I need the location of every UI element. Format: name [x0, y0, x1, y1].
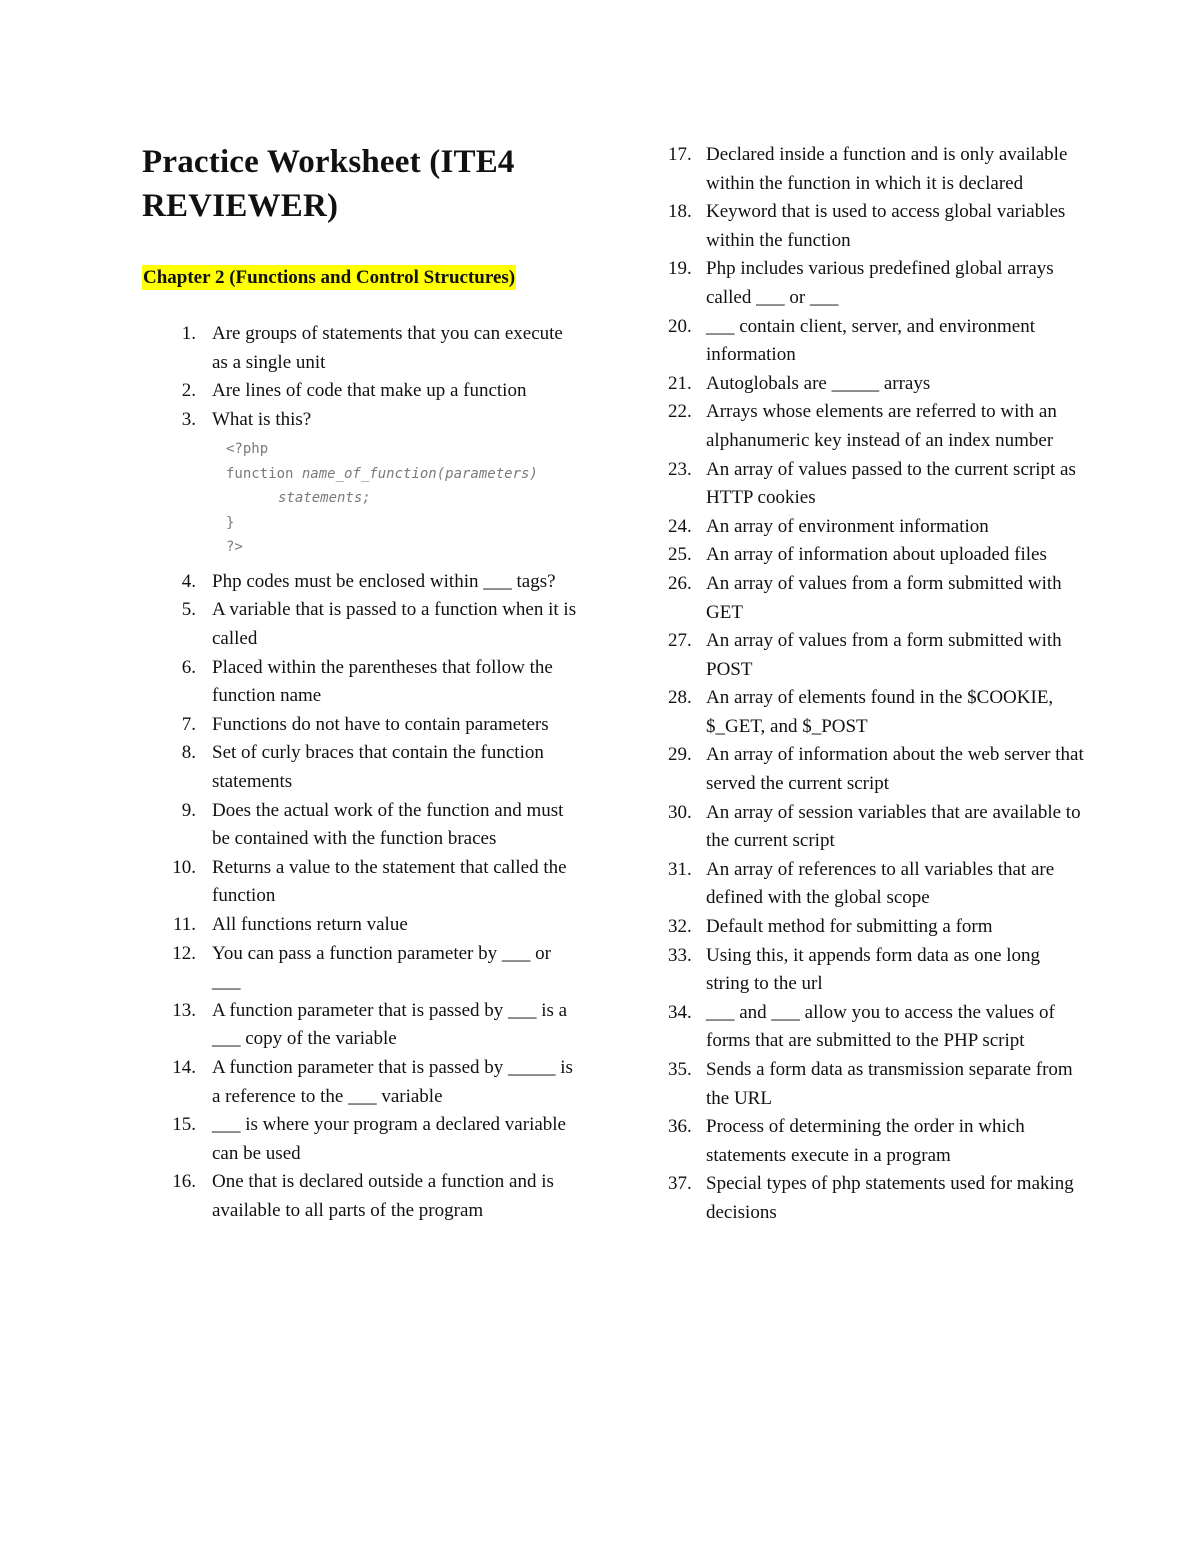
- question-number: 24.: [668, 515, 692, 537]
- question-number: 37.: [668, 1173, 692, 1195]
- question-item: [142, 568, 582, 597]
- question-number: 9.: [181, 799, 196, 821]
- question-item: [666, 513, 1086, 542]
- question-number: 10.: [172, 856, 196, 878]
- question-number: 22.: [668, 401, 692, 423]
- question-item: [142, 739, 582, 796]
- question-text: You can pass a function parameter by ___ or ___: [212, 942, 551, 993]
- question-item: [666, 1170, 1086, 1227]
- question-text: Arrays whose elements are referred to with an alphanumeric key instead of an index number: [706, 401, 1057, 451]
- question-text: Php includes various predefined global arrays called ___ or ___: [706, 258, 1054, 308]
- question-item: [666, 255, 1086, 312]
- question-list-right: [666, 141, 1086, 1228]
- question-number: 20.: [668, 315, 692, 337]
- chapter-heading: [142, 266, 582, 290]
- question-text: Are groups of statements that you can execute as a single unit: [212, 323, 563, 373]
- question-text: An array of information about uploaded files: [706, 544, 1047, 566]
- question-text: Functions do not have to contain parameters: [212, 713, 549, 735]
- code-keyword: function: [226, 465, 302, 482]
- code-line: <?php: [226, 441, 269, 458]
- question-number: 35.: [668, 1059, 692, 1080]
- question-text: An array of references to all variables that are defined with the global scope: [706, 858, 1055, 909]
- question-item: [142, 854, 582, 911]
- question-text: Special types of php statements used for making decisions: [706, 1173, 1074, 1223]
- question-item: [666, 942, 1086, 999]
- question-text: A function parameter that is passed by ___ is a ___ copy of the variable: [212, 999, 568, 1050]
- question-text: Set of curly braces that contain the function statements: [212, 742, 544, 793]
- question-text: Process of determining the order in which statements execute in a program: [706, 1116, 1025, 1166]
- question-item: [142, 911, 582, 940]
- right-column: [666, 140, 1086, 1228]
- question-number: 16.: [172, 1171, 196, 1193]
- question-text: All functions return value: [212, 914, 408, 935]
- question-number: 25.: [668, 544, 692, 566]
- question-number: 3.: [181, 408, 196, 430]
- question-number: 36.: [668, 1116, 692, 1138]
- question-number: 34.: [668, 1001, 692, 1023]
- question-list-left-continued: [142, 568, 582, 1226]
- question-item: [142, 320, 582, 377]
- question-item: [142, 406, 582, 435]
- question-text: One that is declared outside a function and is available to all parts of the program: [212, 1171, 554, 1221]
- question-item: [666, 198, 1086, 255]
- question-number: 19.: [668, 258, 692, 280]
- question-text: Using this, it appends form data as one long string to the url: [706, 944, 1041, 995]
- question-item: [142, 1111, 582, 1168]
- question-item: [666, 398, 1086, 455]
- question-number: 1.: [181, 323, 196, 344]
- question-text: What is this?: [212, 408, 312, 430]
- question-number: 13.: [172, 999, 196, 1021]
- question-number: 7.: [181, 713, 196, 735]
- question-text: Sends a form data as transmission separate from the URL: [706, 1059, 1073, 1109]
- question-text: An array of session variables that are available to the current script: [706, 801, 1081, 852]
- question-number: 11.: [172, 914, 196, 935]
- question-text: An array of information about the web server that served the current script: [706, 744, 1084, 795]
- question-item: [142, 1168, 582, 1225]
- question-text: Keyword that is used to access global variables within the function: [706, 201, 1066, 251]
- page-title: Practice Worksheet (ITE4 REVIEWER): [142, 144, 515, 224]
- question-item: [666, 741, 1086, 798]
- question-text: An array of environment information: [706, 515, 989, 537]
- question-item: [666, 913, 1086, 942]
- question-text: ___ contain client, server, and environment information: [706, 315, 1035, 366]
- question-item: [666, 627, 1086, 684]
- question-text: ___ and ___ allow you to access the values of forms that are submitted to the PHP script: [706, 1001, 1055, 1052]
- question-text: A function parameter that is passed by _____ is a reference to the ___ variable: [212, 1056, 573, 1107]
- question-number: 32.: [668, 916, 692, 938]
- question-text: An array of elements found in the $COOKIE, $_GET, and $_POST: [706, 687, 1054, 737]
- question-number: 26.: [668, 572, 692, 594]
- code-statements: statements;: [278, 490, 371, 507]
- question-item: [666, 684, 1086, 741]
- question-number: 4.: [181, 570, 196, 592]
- question-item: [666, 141, 1086, 198]
- question-text: Autoglobals are _____ arrays: [706, 372, 931, 394]
- question-text: ___ is where your program a declared variable can be used: [212, 1114, 566, 1164]
- question-item: [666, 1056, 1086, 1113]
- code-sample: [142, 437, 582, 560]
- question-text: Returns a value to the statement that called the function: [212, 856, 567, 907]
- question-number: 14.: [172, 1056, 196, 1078]
- question-number: 31.: [668, 858, 692, 880]
- question-number: 23.: [668, 458, 692, 480]
- question-text: A variable that is passed to a function when it is called: [212, 599, 577, 650]
- question-number: 17.: [668, 144, 692, 165]
- question-text: Are lines of code that make up a function: [212, 380, 527, 402]
- code-line: [226, 486, 582, 511]
- code-line: }: [226, 514, 235, 531]
- question-number: 27.: [668, 630, 692, 652]
- question-number: 5.: [181, 599, 196, 621]
- question-text: An array of values from a form submitted with GET: [706, 572, 1062, 623]
- question-number: 6.: [181, 656, 196, 678]
- question-number: 15.: [172, 1114, 196, 1136]
- question-text: An array of values passed to the current script as HTTP cookies: [706, 458, 1076, 509]
- question-item: [142, 654, 582, 711]
- code-line: ?>: [226, 539, 243, 556]
- question-number: 18.: [668, 201, 692, 223]
- question-text: Php codes must be enclosed within ___ tags?: [212, 570, 556, 592]
- question-number: 30.: [668, 801, 692, 823]
- question-item: [666, 370, 1086, 399]
- question-item: [142, 711, 582, 740]
- question-text: Does the actual work of the function and must be contained with the function braces: [212, 799, 564, 850]
- question-item: [666, 541, 1086, 570]
- question-item: [142, 596, 582, 653]
- code-line: [226, 462, 582, 487]
- code-function-signature: name_of_function(parameters): [301, 465, 538, 482]
- question-number: 2.: [181, 380, 196, 402]
- question-item: [666, 799, 1086, 856]
- question-item: [142, 1054, 582, 1111]
- question-text: Default method for submitting a form: [706, 916, 993, 938]
- question-item: [142, 940, 582, 997]
- question-item: [142, 377, 582, 406]
- question-text: An array of values from a form submitted with POST: [706, 630, 1062, 680]
- chapter-heading-highlight: Chapter 2 (Functions and Control Structures): [143, 267, 516, 288]
- question-item: [142, 797, 582, 854]
- question-item: [666, 456, 1086, 513]
- question-item: [666, 313, 1086, 370]
- question-item: [142, 997, 582, 1054]
- question-text: Declared inside a function and is only available within the function in which it is declared: [706, 144, 1068, 194]
- question-list-left: [142, 320, 582, 434]
- question-item: [666, 1113, 1086, 1170]
- question-item: [666, 999, 1086, 1056]
- question-number: 12.: [172, 942, 196, 964]
- question-number: 33.: [668, 944, 692, 966]
- question-number: 28.: [668, 687, 692, 709]
- question-number: 8.: [181, 742, 196, 764]
- question-number: 29.: [668, 744, 692, 766]
- question-number: 21.: [668, 372, 692, 394]
- question-text: Placed within the parentheses that follow the function name: [212, 656, 553, 707]
- question-item: [666, 856, 1086, 913]
- left-column: [142, 140, 582, 1226]
- question-item: [666, 570, 1086, 627]
